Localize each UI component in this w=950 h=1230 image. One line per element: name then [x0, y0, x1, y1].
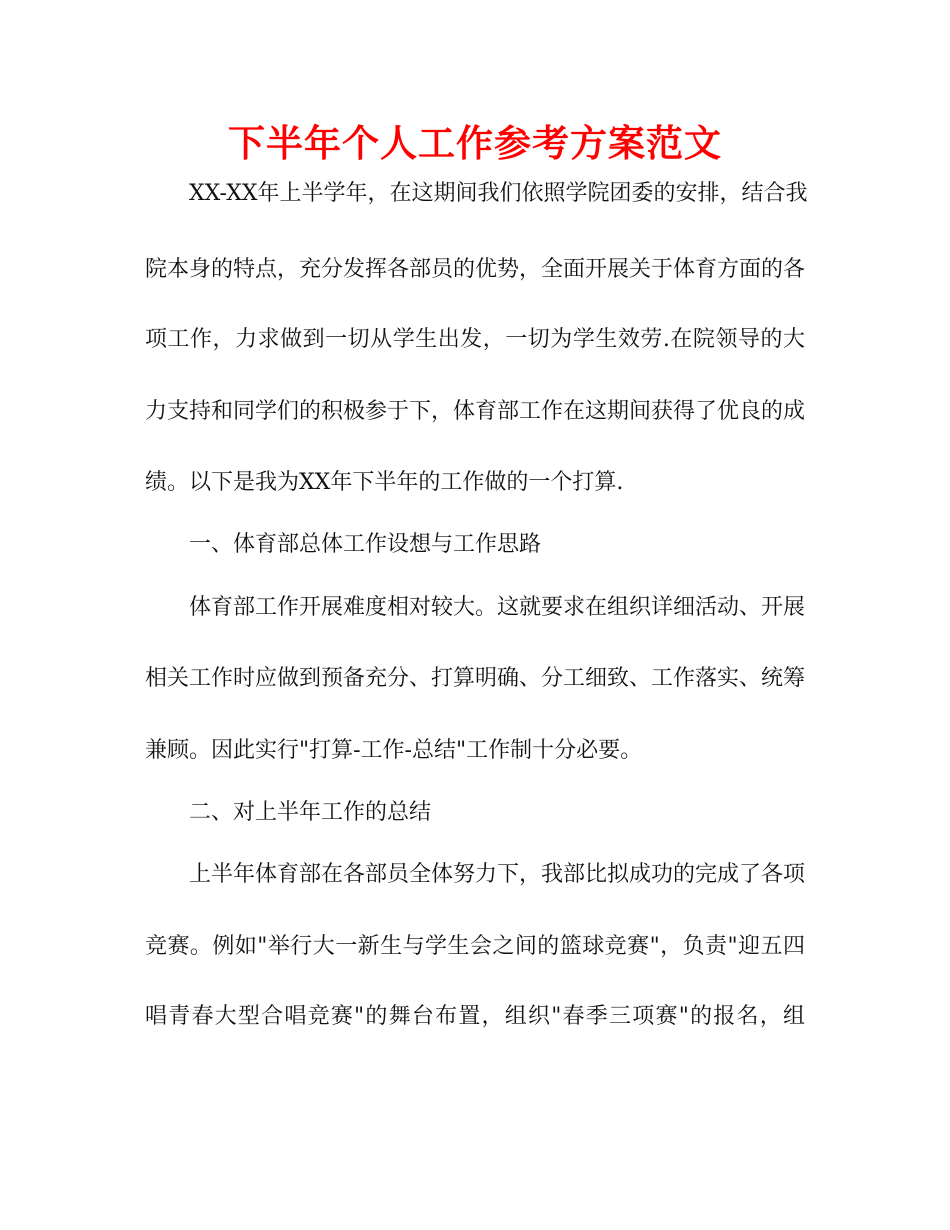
text-line-7: 相关工作时应做到预备充分、打算明确、分工细致、工作落实、统筹: [145, 666, 806, 691]
text-line-4: 力支持和同学们的积极参于下，体育部工作在这期间获得了优良的成: [145, 399, 806, 424]
text-line-10: 竞赛。例如"举行大一新生与学生会之间的篮球竞赛"，负责"迎五四: [145, 934, 805, 959]
text-line-1: XX-XX年上半学年，在这期间我们依照学院团委的安排，结合我: [189, 181, 808, 206]
section-heading-2: 二、对上半年工作的总结: [189, 800, 432, 825]
text-line-9: 上半年体育部在各部员全体努力下，我部比拟成功的完成了各项: [189, 862, 806, 887]
document-title: 下半年个人工作参考方案范文: [228, 122, 722, 165]
text-line-11: 唱青春大型合唱竞赛"的舞台布置，组织"春季三项赛"的报名，组: [145, 1004, 805, 1029]
section-heading-1: 一、体育部总体工作设想与工作思路: [189, 532, 542, 557]
text-line-6: 体育部工作开展难度相对较大。这就要求在组织详细活动、开展: [189, 595, 806, 620]
text-line-5: 绩。以下是我为XX年下半年的工作做的一个打算.: [145, 470, 624, 495]
text-line-2: 院本身的特点，充分发挥各部员的优势，全面开展关于体育方面的各: [145, 257, 806, 282]
text-line-3: 项工作，力求做到一切从学生出发，一切为学生效劳.在院领导的大: [145, 327, 805, 352]
text-line-8: 兼顾。因此实行"打算-工作-总结"工作制十分必要。: [145, 738, 643, 763]
